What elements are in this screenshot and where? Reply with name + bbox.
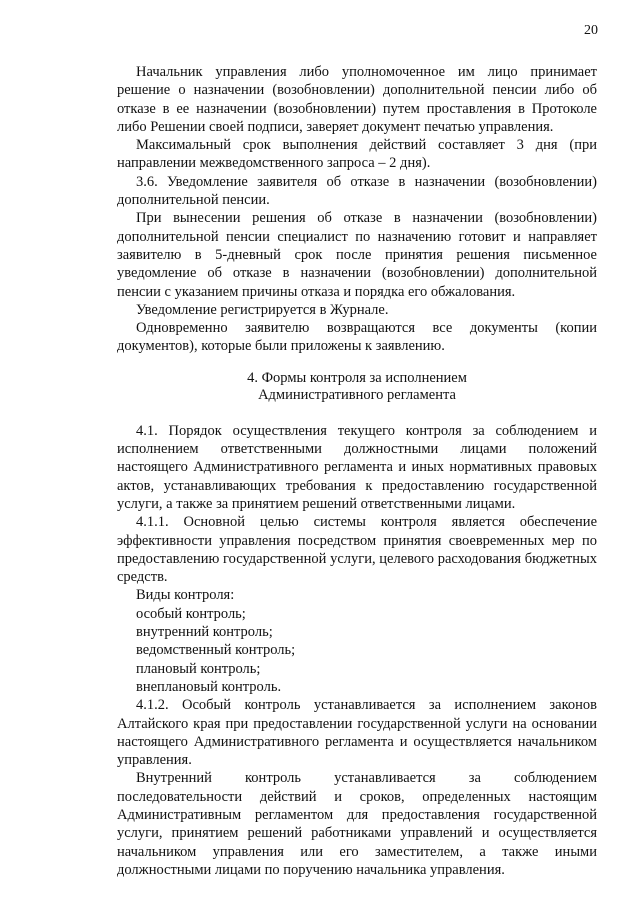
control-type-item: внутренний контроль;: [136, 624, 273, 641]
control-type-item: особый контроль;: [136, 605, 246, 622]
paragraph-internal-control: Внутренний контроль устанавливается за соблюдением последовательности действий и сроков, определенных настоящим Административным регламентом для предоставления государственной услуги, принятием решений работниками управлений и осуществляется начальником управления или его заместителем, а также иными должностными лицами по поручению начальника управления.: [117, 770, 597, 878]
control-type-item: внеплановый контроль.: [136, 678, 282, 695]
section-4-heading-line-2: Административного регламента: [258, 387, 456, 404]
page-number: 20: [584, 23, 598, 38]
document-body: [117, 63, 597, 879]
section-4-heading-line-1: 4. Формы контроля за исполнением: [247, 369, 467, 386]
paragraph-journal-registration: Уведомление регистрируется в Журнале.: [136, 301, 389, 318]
section-4-heading: [117, 370, 597, 405]
paragraph-section-4-1-1: 4.1.1. Основной целью системы контроля является обеспечение эффективности управления посредством принятия своевременных мер по предоставлению государственной услуги, целевого расходования бюджетных средств.: [117, 514, 597, 586]
paragraph-decision-signing: Начальник управления либо уполномоченное им лицо принимает решение о назначении (возобновлении) дополнительной пенсии либо об отказе в ее назначении (возобновлении) путем проставления в Протоколе либо Решении своей подписи, заверяет документ печатью управления.: [117, 64, 597, 135]
control-types-intro: Виды контроля:: [136, 587, 235, 604]
paragraph-documents-return: Одновременно заявителю возвращаются все документы (копии документов), которые были приложены к заявлению.: [117, 320, 597, 355]
paragraph-refusal-notice: При вынесении решения об отказе в назначении (возобновлении) дополнительной пенсии специалист по назначению готовит и направляет заявителю в 5-дневный срок после принятия решения письменное уведомление об отказе в назначении (возобновлении) дополнительной пенсии с указанием причины отказа и порядка его обжалования.: [117, 210, 597, 300]
paragraph-section-4-1-2: 4.1.2. Особый контроль устанавливается за исполнением законов Алтайского края при предоставлении государственной услуги на основании настоящего Административного регламента и осуществляется начальником управления.: [117, 697, 597, 769]
control-types-list: [117, 605, 597, 696]
control-type-item: плановый контроль;: [136, 660, 261, 677]
control-type-item: ведомственный контроль;: [136, 642, 296, 659]
paragraph-section-3-6: 3.6. Уведомление заявителя об отказе в назначении (возобновлении) дополнительной пенсии.: [117, 173, 597, 209]
paragraph-section-4-1: 4.1. Порядок осуществления текущего контроля за соблюдением и исполнением ответственными должностными лицами положений настоящего Административного регламента и иных нормативных правовых актов, устанавливающих требования к предоставлению государственной услуги, а также за принятием решений ответственными лицами.: [117, 422, 597, 512]
paragraph-max-term: Максимальный срок выполнения действий составляет 3 дня (при направлении межведомственного запроса – 2 дня).: [117, 137, 597, 172]
